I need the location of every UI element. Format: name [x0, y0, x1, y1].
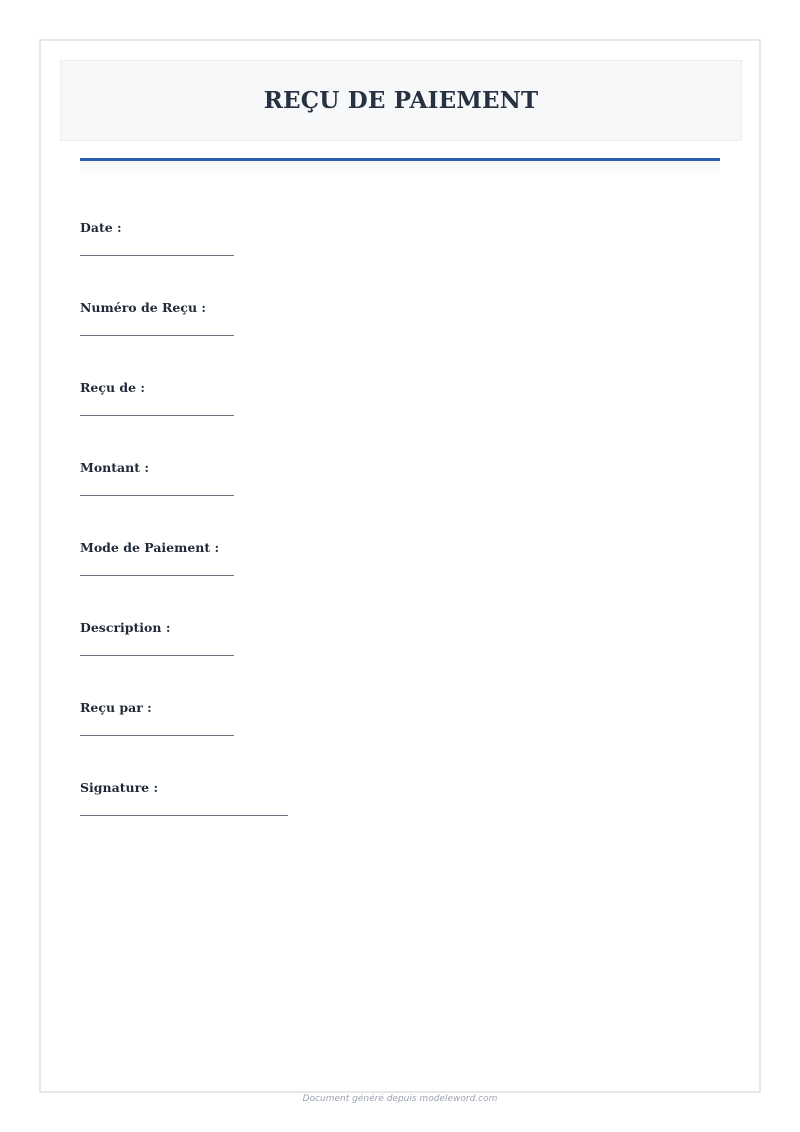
- field-label-received-from: Reçu de :: [80, 380, 146, 395]
- signature-input-line[interactable]: [80, 815, 288, 816]
- field-label-received-by: Reçu par :: [80, 700, 152, 715]
- receipt-number-input-line[interactable]: [80, 335, 234, 336]
- field-label-amount: Montant :: [80, 460, 149, 475]
- receipt-page: [39, 39, 761, 1093]
- header-banner: [60, 60, 742, 141]
- description-input-line[interactable]: [80, 655, 234, 656]
- field-payment-method: [80, 540, 720, 555]
- field-received-from: [80, 380, 720, 395]
- date-input-line[interactable]: [80, 255, 234, 256]
- field-signature: [80, 780, 720, 795]
- field-label-signature: Signature :: [80, 780, 159, 795]
- amount-input-line[interactable]: [80, 495, 234, 496]
- footer-note: Document généré depuis modeleword.com: [302, 1094, 498, 1104]
- payment-method-input-line[interactable]: [80, 575, 234, 576]
- field-label-receipt-number: Numéro de Reçu :: [80, 300, 207, 315]
- field-label-date: Date :: [80, 220, 122, 235]
- field-amount: [80, 460, 720, 475]
- received-from-input-line[interactable]: [80, 415, 234, 416]
- divider-shadow: [80, 161, 720, 175]
- document-title: REÇU DE PAIEMENT: [263, 87, 539, 114]
- field-description: [80, 620, 720, 635]
- field-received-by: [80, 700, 720, 715]
- field-label-description: Description :: [80, 620, 171, 635]
- field-label-payment-method: Mode de Paiement :: [80, 540, 220, 555]
- received-by-input-line[interactable]: [80, 735, 234, 736]
- field-date: [80, 220, 720, 235]
- field-receipt-number: [80, 300, 720, 315]
